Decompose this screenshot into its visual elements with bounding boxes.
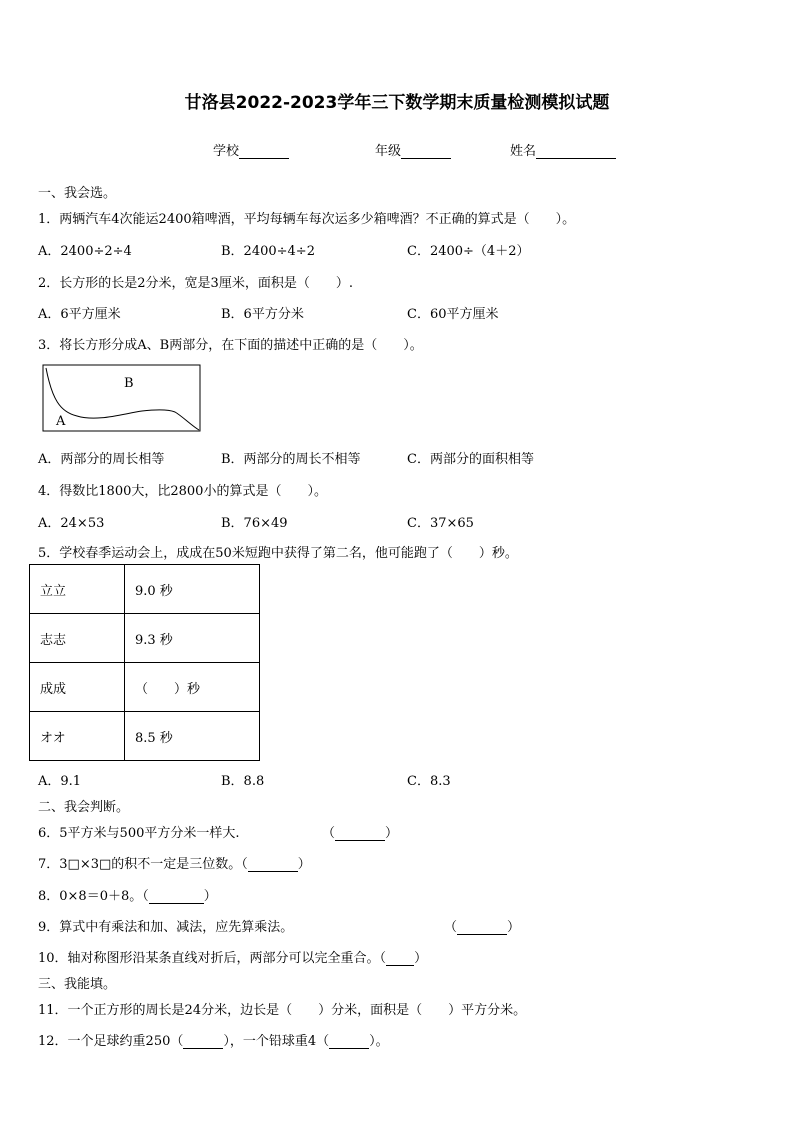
paren-close: ）: [297, 857, 311, 872]
option-b[interactable]: B．6平方分米: [221, 307, 304, 322]
dividing-curve: [46, 368, 199, 430]
table-row: [30, 663, 260, 712]
question-6: 6．5平方米与500平方分米一样大.: [38, 826, 240, 841]
question-1: 1．两辆汽车4次能运2400箱啤酒，平均每辆车每次运多少箱啤酒？不正确的算式是（ ）。: [38, 212, 576, 227]
option-c[interactable]: C．两部分的面积相等: [407, 452, 534, 467]
question-text: 7．3□×3□的积不一定是三位数。: [38, 857, 242, 872]
answer-blank[interactable]: [322, 822, 398, 841]
runner-time: 9.0 秒: [125, 565, 260, 614]
question-5: 5．学校春季运动会上，成成在50米短跑中获得了第二名，他可能跑了（ ）秒。: [38, 546, 518, 561]
paren-open: （: [241, 857, 248, 872]
name-blank[interactable]: [536, 145, 616, 159]
answer-blank[interactable]: [444, 916, 520, 935]
option-a[interactable]: A．9.1: [38, 774, 82, 789]
option-a[interactable]: A．2400÷2÷4: [38, 244, 132, 259]
question-9: 9．算式中有乘法和加、减法，应先算乘法。: [38, 920, 294, 935]
option-b[interactable]: B．76×49: [221, 516, 288, 531]
rectangle-outline: [43, 365, 200, 431]
table-row: [30, 712, 260, 761]
section-heading: 一、我会选。: [38, 186, 117, 201]
paren-close: ）: [385, 826, 399, 841]
paren-open: （: [142, 889, 149, 904]
option-c[interactable]: C．2400÷（4＋2）: [407, 244, 530, 259]
school-field: [213, 140, 289, 159]
question-text: 12．一个足球约重250（: [38, 1034, 184, 1049]
option-b[interactable]: B．两部分的周长不相等: [221, 452, 361, 467]
option-c[interactable]: C．37×65: [407, 516, 474, 531]
region-b-label: B: [124, 376, 134, 391]
grade-field: [375, 140, 451, 159]
runner-time: 9.3 秒: [125, 614, 260, 663]
runner-name: オオ: [30, 712, 125, 761]
option-b[interactable]: B．2400÷4÷2: [221, 244, 315, 259]
runner-time: 8.5 秒: [125, 712, 260, 761]
answer-blank[interactable]: [142, 889, 217, 904]
paren-open: （: [379, 951, 387, 966]
runner-name: 立立: [30, 565, 125, 614]
rectangle-figure: [42, 364, 202, 432]
school-label: 学校: [213, 144, 240, 159]
option-b[interactable]: B．8.8: [221, 774, 265, 789]
grade-label: 年级: [375, 144, 402, 159]
option-c[interactable]: C．8.3: [407, 774, 451, 789]
name-field: [510, 140, 616, 159]
option-c[interactable]: C．60平方厘米: [407, 307, 499, 322]
question-11: 11．一个正方形的周长是24分米，边长是（ ）分米，面积是（ ）平方分米。: [38, 1003, 527, 1018]
table-row: [30, 614, 260, 663]
question-10: [38, 947, 427, 966]
question-2: 2．长方形的长是2分米，宽是3厘米，面积是（ ）.: [38, 276, 353, 291]
runner-name: 成成: [30, 663, 125, 712]
answer-blank[interactable]: [380, 951, 428, 966]
blank-line: [457, 921, 507, 935]
name-label: 姓名: [510, 144, 537, 159]
question-text: ）。: [369, 1034, 389, 1049]
school-blank[interactable]: [239, 145, 289, 159]
blank-line: [335, 827, 385, 841]
question-text: 8．0×8＝0＋8。: [38, 889, 143, 904]
option-a[interactable]: A．24×53: [38, 516, 105, 531]
page-title: 甘洛县2022-2023学年三下数学期末质量检测模拟试题: [184, 93, 610, 113]
answer-blank[interactable]: [183, 1035, 223, 1049]
paren-open: （: [322, 826, 336, 841]
question-7: [38, 853, 311, 872]
region-a-label: A: [56, 414, 66, 429]
score-table: [29, 564, 260, 761]
blank-line: [248, 858, 298, 872]
answer-blank[interactable]: [329, 1035, 369, 1049]
blank-line: [386, 952, 414, 966]
answer-blank[interactable]: [241, 857, 311, 872]
table-row: [30, 565, 260, 614]
option-a[interactable]: A．6平方厘米: [38, 307, 121, 322]
question-12: [38, 1030, 389, 1049]
question-text: ），一个铅球重4（: [223, 1034, 330, 1049]
rectangle-diagram: [42, 364, 202, 432]
option-a[interactable]: A．两部分的周长相等: [38, 452, 165, 467]
paren-close: ）: [507, 920, 521, 935]
runner-time-blank[interactable]: （ ）秒: [125, 663, 260, 712]
paren-open: （: [444, 920, 458, 935]
section-heading: 二、我会判断。: [38, 800, 130, 815]
paren-close: ）: [414, 951, 428, 966]
question-8: [38, 885, 217, 904]
section-heading: 三、我能填。: [38, 977, 117, 992]
question-text: 10．轴对称图形沿某条直线对折后，两部分可以完全重合。: [38, 951, 380, 966]
question-3: 3．将长方形分成A、B两部分，在下面的描述中正确的是（ ）。: [38, 338, 423, 353]
blank-line: [149, 890, 204, 904]
grade-blank[interactable]: [401, 145, 451, 159]
runner-name: 志志: [30, 614, 125, 663]
paren-close: ）: [203, 889, 217, 904]
question-4: 4．得数比1800大，比2800小的算式是（ ）。: [38, 484, 327, 499]
